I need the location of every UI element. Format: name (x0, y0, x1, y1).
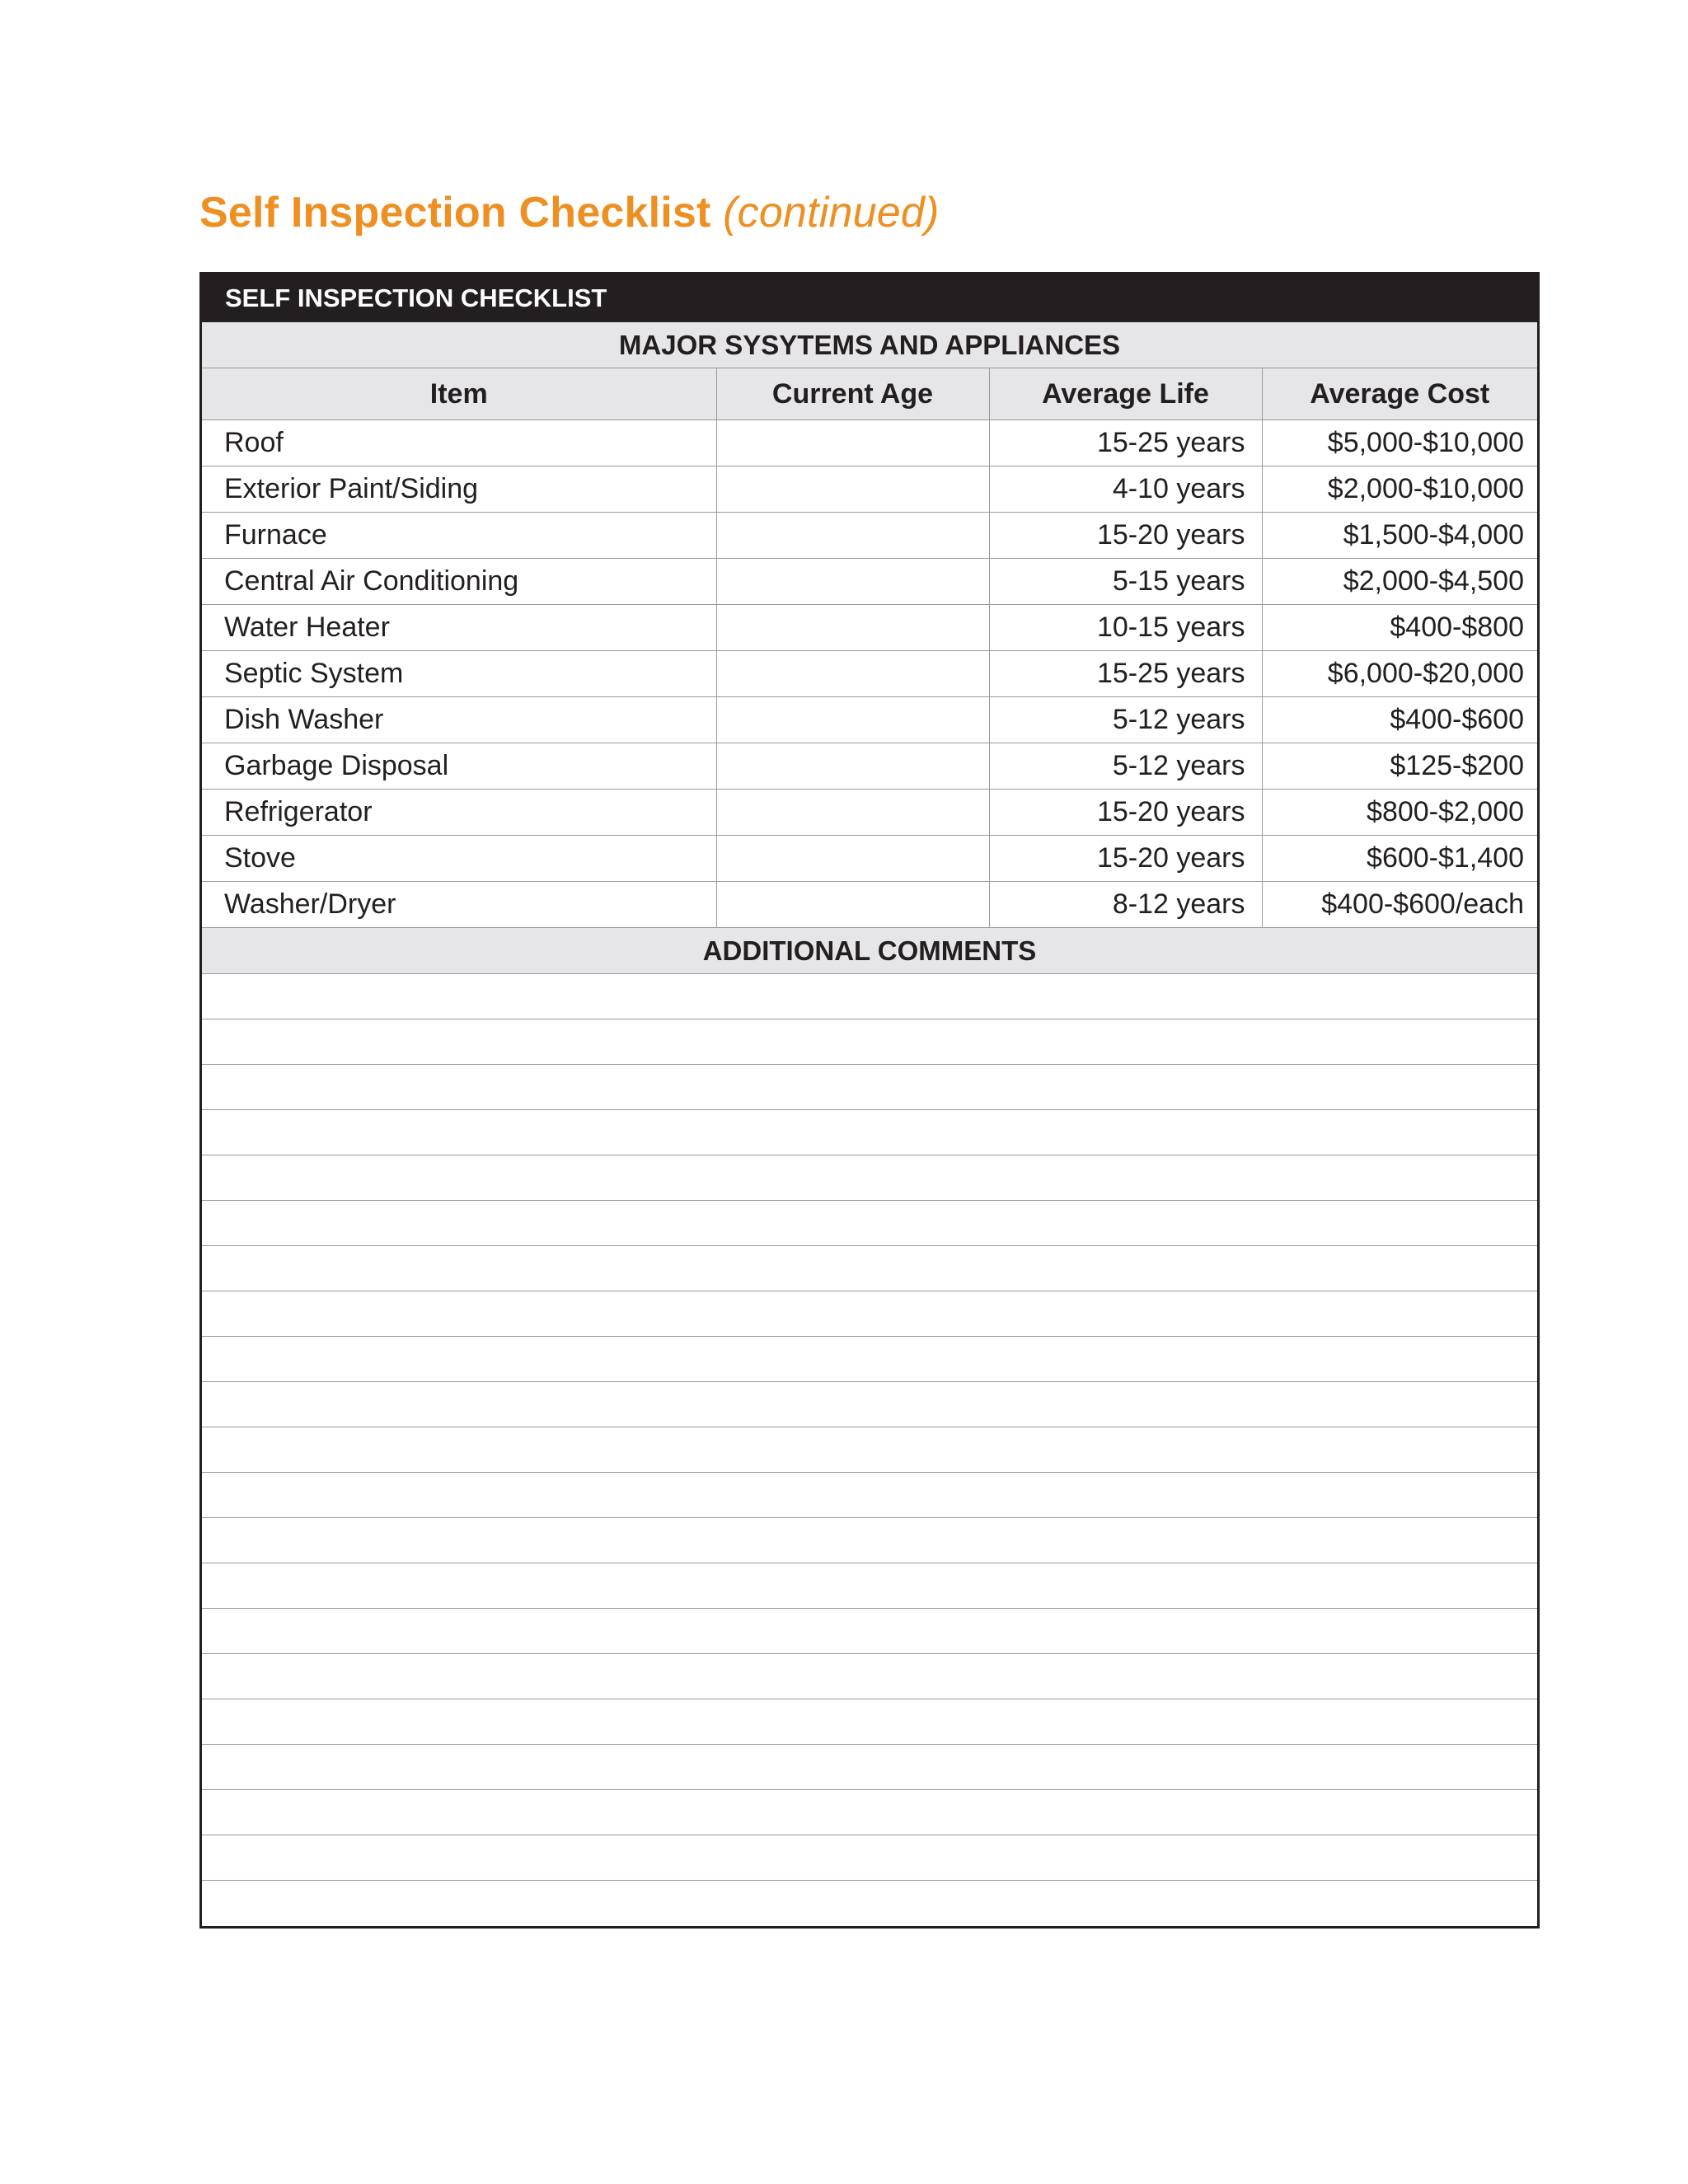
column-header-current-age: Current Age (716, 368, 989, 420)
comment-line[interactable] (202, 1201, 1537, 1246)
comment-line[interactable] (202, 1654, 1537, 1699)
average-cost-cell: $400-$800 (1262, 605, 1537, 651)
comment-line[interactable] (202, 1609, 1537, 1654)
table-row (202, 513, 1537, 559)
additional-comments-header: ADDITIONAL COMMENTS (202, 928, 1537, 974)
current-age-cell[interactable] (716, 836, 989, 882)
comment-line[interactable] (202, 1155, 1537, 1201)
average-cost-cell: $400-$600/each (1262, 882, 1537, 928)
average-cost-cell: $125-$200 (1262, 743, 1537, 790)
table-header-row (202, 368, 1537, 420)
comment-line[interactable] (202, 1881, 1537, 1926)
column-header-average-life: Average Life (989, 368, 1262, 420)
average-life-cell: 15-25 years (989, 420, 1262, 466)
page-title (199, 188, 940, 237)
page-title-text: Self Inspection Checklist (199, 189, 711, 237)
table-row (202, 697, 1537, 743)
comments-area (202, 974, 1537, 1926)
average-cost-cell: $1,500-$4,000 (1262, 513, 1537, 559)
comment-line[interactable] (202, 1790, 1537, 1835)
current-age-cell[interactable] (716, 605, 989, 651)
column-header-average-cost: Average Cost (1262, 368, 1537, 420)
average-life-cell: 10-15 years (989, 605, 1262, 651)
item-cell: Water Heater (202, 605, 716, 651)
comment-line[interactable] (202, 1699, 1537, 1745)
item-cell: Stove (202, 836, 716, 882)
average-cost-cell: $2,000-$4,500 (1262, 559, 1537, 605)
average-life-cell: 15-25 years (989, 651, 1262, 697)
comment-line[interactable] (202, 1019, 1537, 1065)
average-life-cell: 15-20 years (989, 790, 1262, 836)
item-cell: Exterior Paint/Siding (202, 466, 716, 513)
average-life-cell: 5-15 years (989, 559, 1262, 605)
average-cost-cell: $6,000-$20,000 (1262, 651, 1537, 697)
item-cell: Central Air Conditioning (202, 559, 716, 605)
table-row (202, 559, 1537, 605)
current-age-cell[interactable] (716, 790, 989, 836)
table-row (202, 651, 1537, 697)
item-cell: Furnace (202, 513, 716, 559)
item-cell: Garbage Disposal (202, 743, 716, 790)
appliances-table (202, 368, 1537, 928)
current-age-cell[interactable] (716, 513, 989, 559)
table-row (202, 882, 1537, 928)
comment-line[interactable] (202, 1291, 1537, 1337)
current-age-cell[interactable] (716, 882, 989, 928)
item-cell: Washer/Dryer (202, 882, 716, 928)
comment-line[interactable] (202, 1563, 1537, 1609)
average-cost-cell: $5,000-$10,000 (1262, 420, 1537, 466)
current-age-cell[interactable] (716, 466, 989, 513)
column-header-item: Item (202, 368, 716, 420)
table-row (202, 743, 1537, 790)
average-cost-cell: $2,000-$10,000 (1262, 466, 1537, 513)
average-life-cell: 15-20 years (989, 836, 1262, 882)
table-row (202, 605, 1537, 651)
comment-line[interactable] (202, 1246, 1537, 1291)
systems-section-header: MAJOR SYSYTEMS AND APPLIANCES (202, 322, 1537, 368)
comment-line[interactable] (202, 1518, 1537, 1563)
comment-line[interactable] (202, 1427, 1537, 1473)
current-age-cell[interactable] (716, 697, 989, 743)
comment-line[interactable] (202, 1382, 1537, 1427)
item-cell: Roof (202, 420, 716, 466)
average-cost-cell: $400-$600 (1262, 697, 1537, 743)
current-age-cell[interactable] (716, 420, 989, 466)
comment-line[interactable] (202, 1337, 1537, 1382)
comment-line[interactable] (202, 1473, 1537, 1518)
average-life-cell: 5-12 years (989, 743, 1262, 790)
average-life-cell: 5-12 years (989, 697, 1262, 743)
comment-line[interactable] (202, 974, 1537, 1019)
average-life-cell: 8-12 years (989, 882, 1262, 928)
average-cost-cell: $800-$2,000 (1262, 790, 1537, 836)
current-age-cell[interactable] (716, 651, 989, 697)
table-row (202, 466, 1537, 513)
table-row (202, 790, 1537, 836)
comment-line[interactable] (202, 1110, 1537, 1155)
average-cost-cell: $600-$1,400 (1262, 836, 1537, 882)
item-cell: Septic System (202, 651, 716, 697)
average-life-cell: 15-20 years (989, 513, 1262, 559)
average-life-cell: 4-10 years (989, 466, 1262, 513)
table-row (202, 420, 1537, 466)
current-age-cell[interactable] (716, 559, 989, 605)
item-cell: Dish Washer (202, 697, 716, 743)
comment-line[interactable] (202, 1835, 1537, 1881)
checklist-banner: SELF INSPECTION CHECKLIST (202, 274, 1537, 322)
item-cell: Refrigerator (202, 790, 716, 836)
self-inspection-checklist (199, 272, 1540, 1929)
comment-line[interactable] (202, 1745, 1537, 1790)
table-row (202, 836, 1537, 882)
comment-line[interactable] (202, 1065, 1537, 1110)
current-age-cell[interactable] (716, 743, 989, 790)
page-title-suffix: (continued) (723, 189, 940, 237)
